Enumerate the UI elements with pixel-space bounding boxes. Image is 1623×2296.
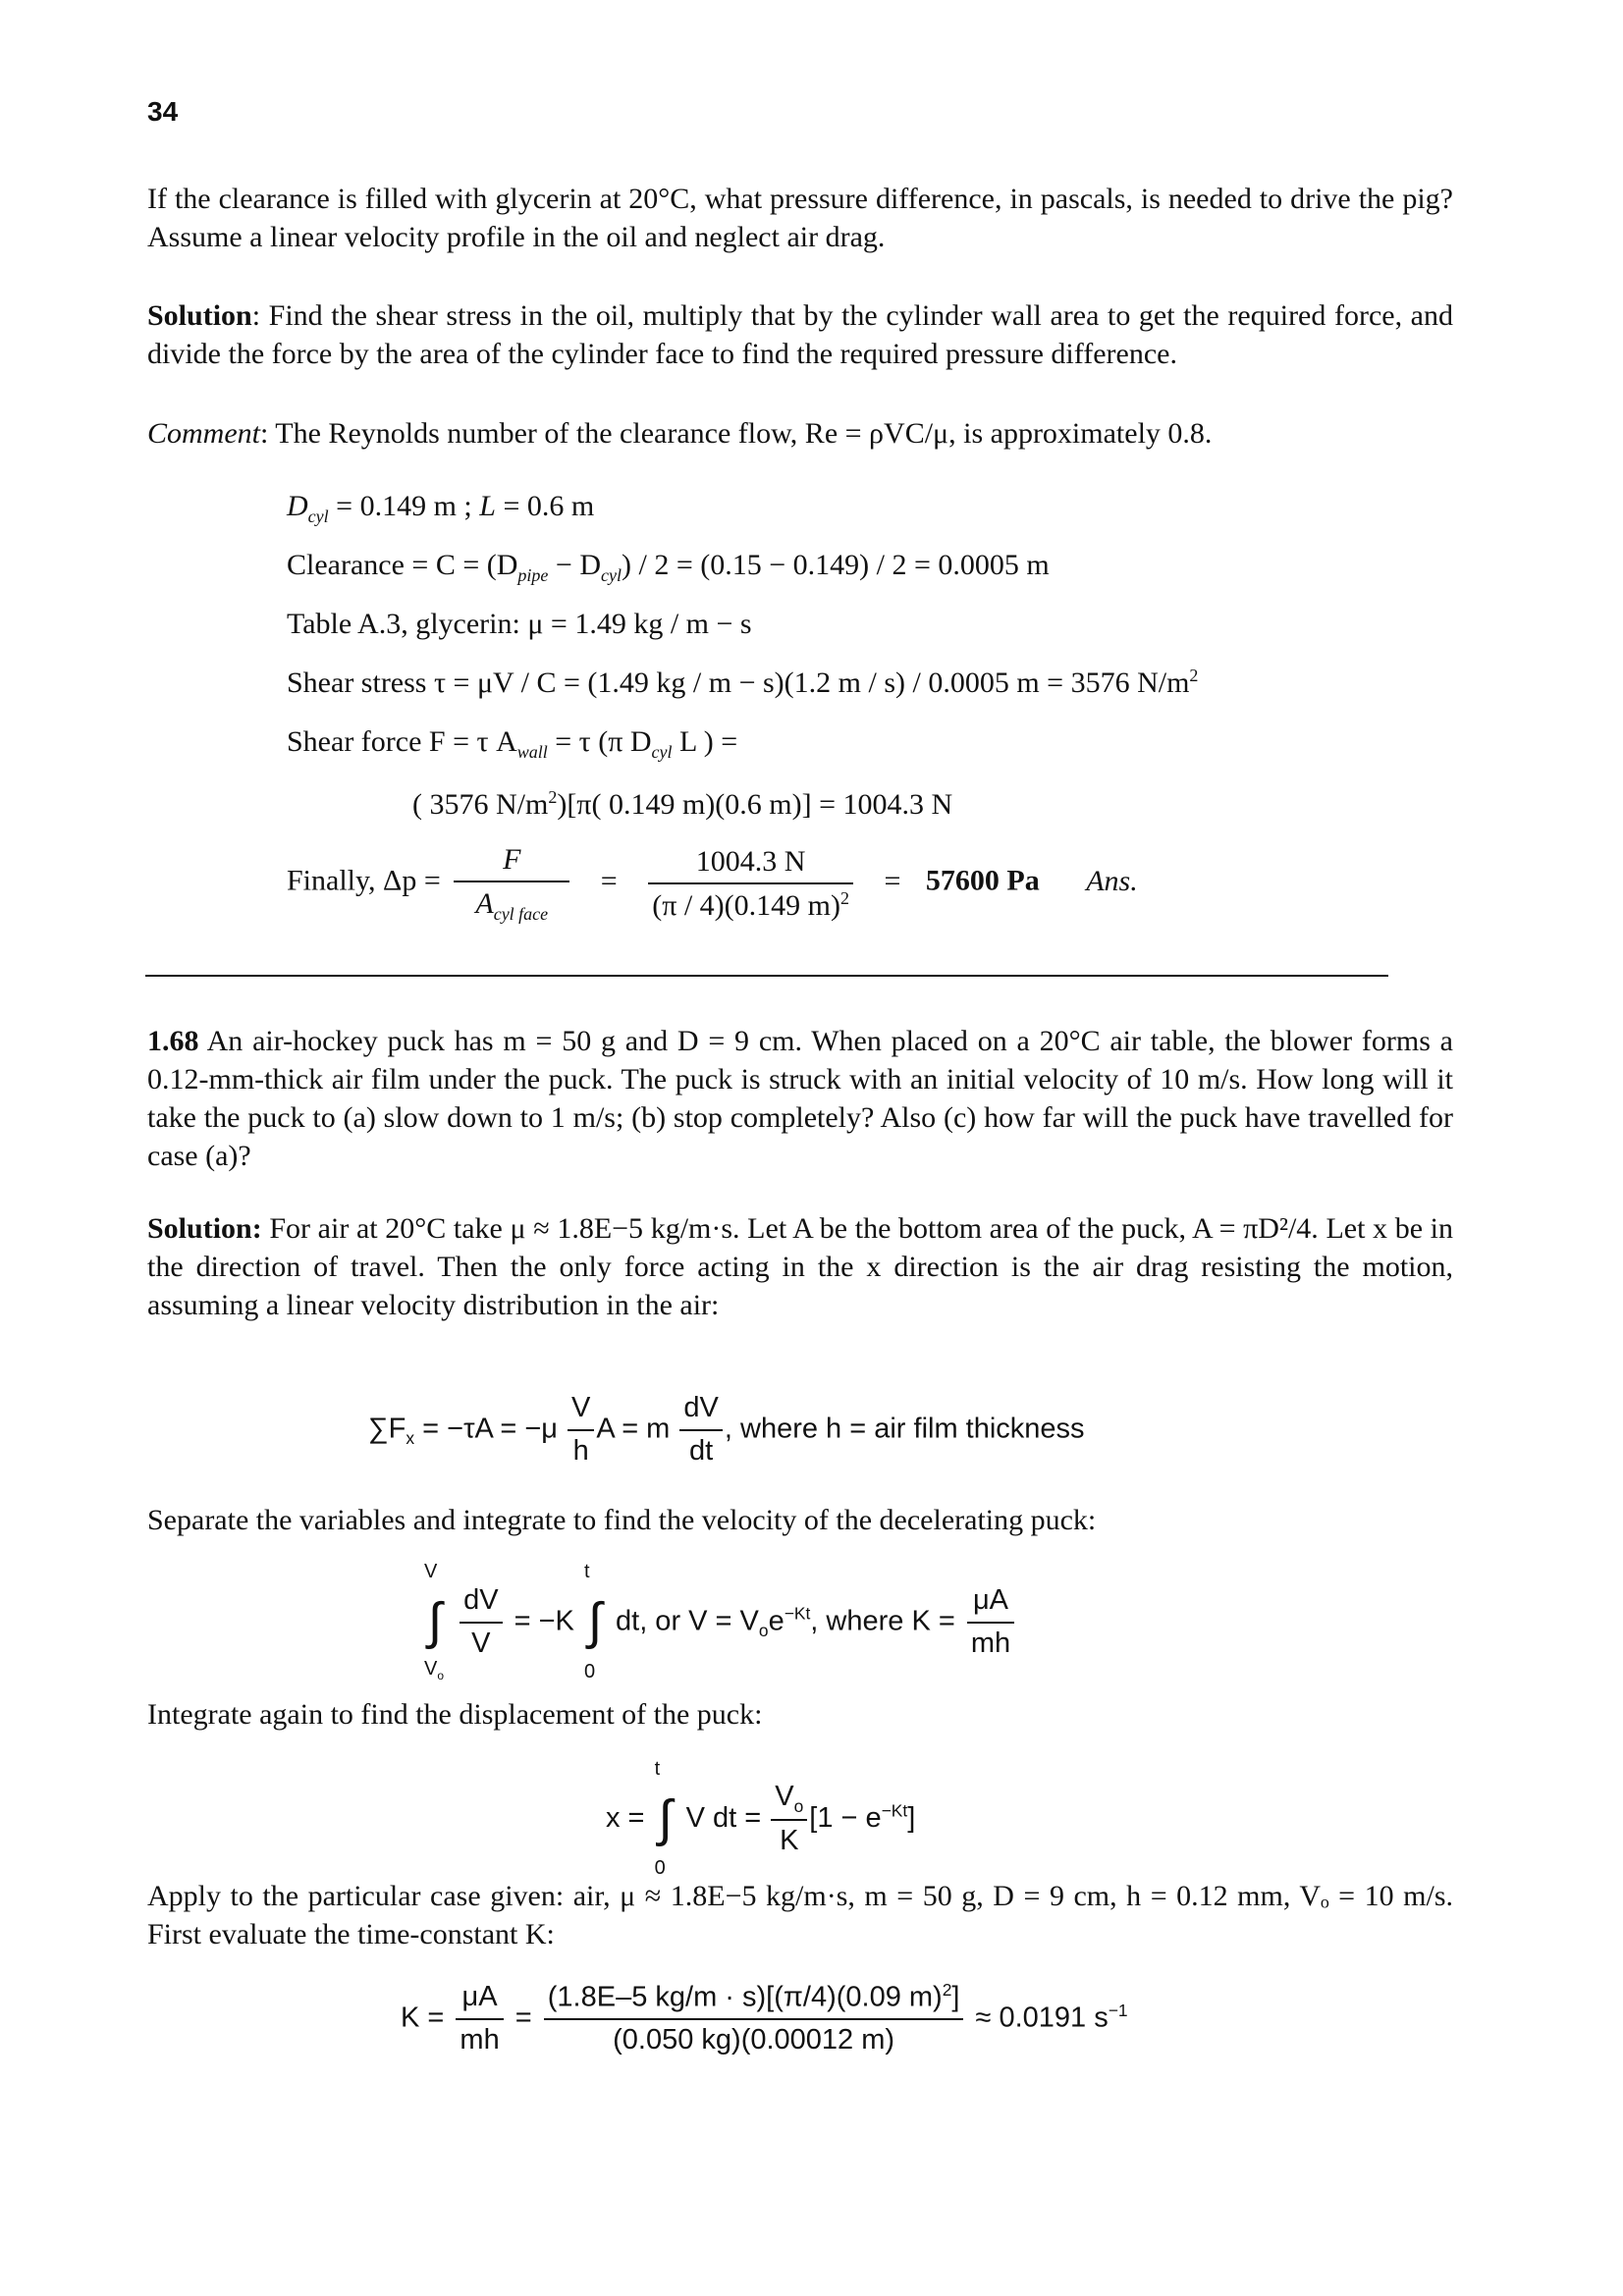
- eq-force-value: [412, 785, 952, 824]
- frac-vo-num: V: [775, 1781, 794, 1812]
- eq-shear-force: [287, 722, 737, 764]
- sup-two-4: 2: [942, 1980, 952, 2000]
- sub-pipe: pipe: [517, 565, 549, 585]
- sum-x-sub: x: [406, 1428, 415, 1449]
- separate-text: Separate the variables and integrate to find the velocity of the decelerating puck:: [147, 1504, 1097, 1536]
- problem-number: 1.68: [147, 1025, 199, 1057]
- eq-line1-text: = 0.149 m ;: [336, 490, 480, 522]
- integral-x-bot: 0: [654, 1857, 666, 1880]
- integral-dt: dt, or V = V: [607, 1605, 759, 1637]
- intro-text: If the clearance is filled with glycerin at 20°C, what pressure difference, in pascals, is needed to drive the pig? Assume a linear velocity profile in the oil and neglect air drag.: [147, 183, 1453, 253]
- solution-label: Solution: [147, 299, 252, 332]
- eq-glycerin-text: Table A.3, glycerin: μ = 1.49 kg / m − s: [287, 608, 752, 640]
- eq-sum-forces: [368, 1390, 1085, 1469]
- sum-suffix: , where h = air film thickness: [724, 1413, 1085, 1445]
- sum-mid: = −τA = −μ: [414, 1413, 558, 1445]
- k-result: ≈ 0.0191 s: [975, 2002, 1109, 2034]
- eq-final-label: Finally, Δp =: [287, 864, 441, 897]
- solution-text: : Find the shear stress in the oil, multiply that by the cylinder wall area to get the required force, and divide the force by the area of the cylinder face to find the required pressure difference.: [147, 299, 1453, 370]
- sup-two-3: 2: [839, 887, 849, 908]
- result-pressure: 57600 Pa: [925, 864, 1040, 897]
- comment-text: : The Reynolds number of the clearance flow, Re = ρVC/μ, is approximately 0.8.: [260, 417, 1213, 450]
- eq-force-value-a: ( 3576 N/m: [412, 788, 549, 821]
- eq-shear-stress: [287, 664, 1198, 702]
- eq-final-pressure: Finally, Δp = $\frac{F}{A_{cyl face}}$ = $\frac{1004.3 N}{(\pi / 4)(0.149 m)^2}$ = 57600 Pa Ans.: [287, 840, 1138, 926]
- frac-dv-over-dt: [679, 1390, 722, 1469]
- eq-glycerin: [287, 605, 752, 643]
- sup-two: 2: [1189, 666, 1199, 685]
- sub-cyl-face: cyl face: [493, 904, 549, 924]
- sup-two-2: 2: [548, 787, 558, 807]
- frac-v-num: V: [568, 1390, 594, 1431]
- frac-mh-den: mh: [970, 1627, 1011, 1659]
- integral-t-bot: 0: [583, 1660, 596, 1682]
- sub-wall: wall: [516, 742, 548, 762]
- frac-ua-over-mh: [967, 1582, 1014, 1662]
- solution-paragraph-2: [147, 1209, 1453, 1324]
- e-symbol: e: [768, 1605, 784, 1637]
- eq-l-value: = 0.6 m: [503, 490, 595, 522]
- intro-paragraph: [147, 180, 1453, 256]
- comment-paragraph: [147, 414, 1453, 453]
- eq-shear-force-b: = τ (π D: [547, 725, 652, 758]
- x-bracket: [1 − e: [809, 1802, 882, 1835]
- problem-text: An air-hockey puck has m = 50 g and D = 9 cm. When placed on a 20°C air table, the blower forms a 0.12-mm-thick air film under the puck. The puck is struck with an initial velocity of 10 m/s. How long will it take the puck to (a) slow down to 1 m/s; (b) stop completely? Also (c) how far will the puck have travelled for case (a)?: [147, 1025, 1453, 1172]
- eq-shear-force-a: Shear force F = τ A: [287, 725, 517, 758]
- frac-a-den: A: [475, 887, 494, 920]
- eq-dcyl-length: [287, 487, 594, 528]
- sub-cyl: cyl: [307, 507, 329, 526]
- integral-x: t ∫ 0: [654, 1757, 673, 1880]
- frac-k-numeric-num: (1.8E–5 kg/m · s)[(π/4)(0.09 m): [547, 1981, 943, 2013]
- k-exp: −1: [1108, 2001, 1128, 2021]
- frac-v-den: V: [471, 1627, 491, 1659]
- eq-shear-stress-text: Shear stress τ = μV / C = (1.49 kg / m − s)(1.2 m / s) / 0.0005 m = 3576 N/m: [287, 667, 1190, 699]
- sum-mid2: A = m: [596, 1413, 671, 1445]
- eq-clearance: [287, 546, 1050, 587]
- integral-t-top: t: [583, 1560, 590, 1582]
- integral-mid: = −K: [514, 1605, 574, 1637]
- frac-force-num: 1004.3 N: [648, 842, 853, 884]
- frac-dv-over-v: [460, 1582, 502, 1662]
- eq-integral-velocity: [422, 1560, 1018, 1682]
- frac-area-den: (π / 4)(0.149 m): [652, 888, 840, 922]
- frac-k-numeric-den: (0.050 kg)(0.00012 m): [613, 2024, 895, 2056]
- solution-text-2: For air at 20°C take μ ≈ 1.8E−5 kg/m·s. Let A be the bottom area of the puck, A = πD²/4. Let x be in the direction of travel. Then the only force acting in the x direction is the air drag resisting the motion, assuming a linear velocity distribution in the air:: [147, 1212, 1453, 1321]
- frac-f-num: F: [503, 843, 521, 876]
- eq-k-value: [401, 1979, 1128, 2059]
- frac-ua-num: μA: [967, 1582, 1014, 1624]
- integral-v-top: V: [424, 1560, 438, 1582]
- k-lhs: K =: [401, 2002, 445, 2034]
- comment-label: Comment: [147, 417, 260, 450]
- x-exp: −Kt: [881, 1800, 908, 1821]
- frac-k-ua-num: μA: [456, 1979, 503, 2020]
- frac-v-over-h: [568, 1390, 594, 1469]
- x-mid: V dt =: [677, 1802, 762, 1835]
- frac-k-numeric: [544, 1979, 964, 2059]
- sub-o: o: [758, 1621, 769, 1641]
- frac-dv-num-2: dV: [460, 1582, 502, 1624]
- x-lhs: x =: [606, 1802, 645, 1835]
- apply-text: Apply to the particular case given: air, μ ≈ 1.8E−5 kg/m·s, m = 50 g, D = 9 cm, h = 0.12 mm, Vₒ = 10 m/s. First evaluate the time-constant K:: [147, 1880, 1453, 1950]
- frac-f-over-a: [454, 840, 569, 926]
- sub-cyl-3: cyl: [651, 742, 673, 762]
- x-close: ]: [907, 1802, 916, 1835]
- solution-paragraph-1: [147, 296, 1453, 373]
- where-k: , where K =: [810, 1605, 955, 1637]
- integral-x-top: t: [654, 1757, 661, 1780]
- eq-clearance-a: Clearance = C = (D: [287, 549, 518, 581]
- frac-k-den: K: [780, 1825, 799, 1857]
- frac-vo-over-k: [771, 1779, 807, 1860]
- frac-k-numeric-close: ]: [951, 1981, 960, 2013]
- integral-v: V ∫ $V_o$: [424, 1560, 445, 1682]
- eq-d-symbol: D: [287, 490, 308, 522]
- integral-v-bot: V: [424, 1657, 438, 1680]
- solution-label-2: Solution:: [147, 1212, 262, 1245]
- frac-vo-sub: o: [793, 1795, 804, 1816]
- frac-dv-num: dV: [679, 1390, 722, 1431]
- ans-label: Ans.: [1086, 864, 1138, 897]
- sum-prefix: ∑F: [368, 1413, 406, 1445]
- eq-shear-force-c: L ) =: [672, 725, 738, 758]
- frac-force-over-area: [648, 842, 853, 925]
- frac-dt-den: dt: [689, 1434, 714, 1467]
- eq-clearance-c: ) / 2 = (0.15 − 0.149) / 2 = 0.0005 m: [622, 549, 1050, 581]
- page-number: 34: [147, 96, 179, 127]
- k-eq: =: [514, 2002, 532, 2034]
- frac-h-den: h: [572, 1434, 589, 1467]
- problem-1-68: [147, 1022, 1453, 1175]
- section-divider: [145, 975, 1388, 977]
- integrate-again-text: Integrate again to find the displacement of the puck:: [147, 1698, 763, 1731]
- eq-displacement: [606, 1757, 916, 1880]
- integral-v-bot-sub: o: [437, 1668, 445, 1682]
- eq-clearance-b: − D: [548, 549, 602, 581]
- exp-kt: −Kt: [784, 1603, 811, 1624]
- frac-k-ua-mh: [456, 1979, 503, 2058]
- integral-t: t ∫ 0: [583, 1560, 603, 1682]
- eq-force-value-b: )[π( 0.149 m)(0.6 m)] = 1004.3 N: [557, 788, 953, 821]
- sub-cyl-2: cyl: [601, 565, 622, 585]
- frac-k-mh-den: mh: [460, 2024, 500, 2056]
- eq-l-symbol: L: [479, 490, 496, 522]
